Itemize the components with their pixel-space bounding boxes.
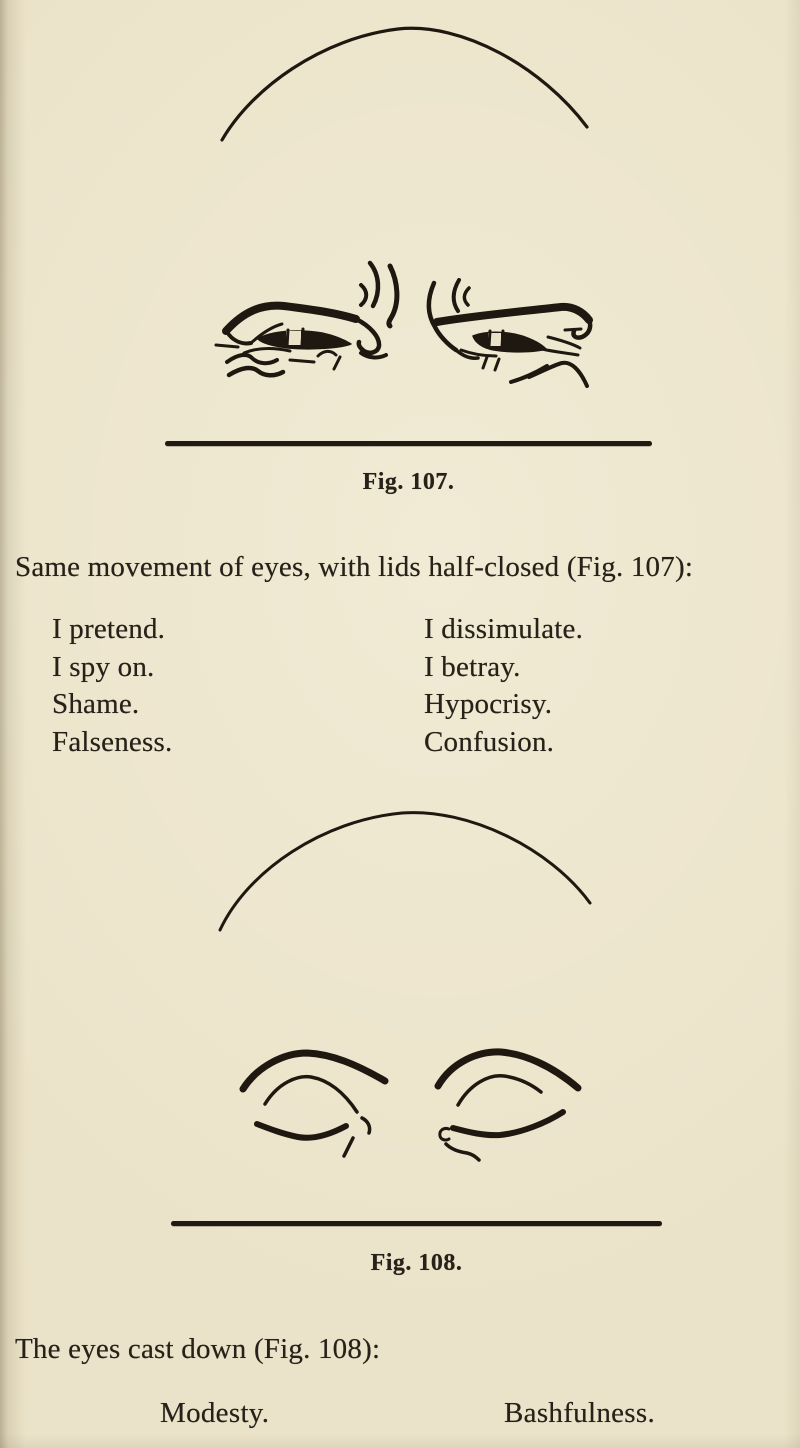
meaning-item: I pretend.: [52, 613, 166, 645]
fig-107-meanings-column-right: [424, 611, 583, 761]
fig-108-head-arc-line: [220, 813, 590, 930]
fig-108-left-eye: [243, 1053, 385, 1156]
fig-107-rule: [165, 441, 652, 446]
fig-107-right-eye: [437, 307, 590, 386]
meaning-item: Shame.: [52, 688, 140, 720]
meaning-item: Confusion.: [424, 725, 555, 758]
meaning-item: Falseness.: [52, 725, 173, 758]
fig-108-rule: [171, 1221, 662, 1226]
fig-108-caption: Fig. 108.: [370, 1250, 463, 1276]
fig-108-right-eye: [438, 1052, 578, 1160]
modesty-label: Modesty.: [160, 1397, 270, 1429]
meaning-item: I betray.: [424, 650, 521, 683]
bashfulness-label: Bashfulness.: [504, 1397, 656, 1429]
fig-107-left-eye: [216, 306, 386, 376]
meaning-item: I dissimulate.: [424, 613, 584, 645]
fig-107-meanings-column-left: [52, 611, 172, 761]
meaning-item: Hypocrisy.: [424, 688, 553, 720]
fig-107-caption: Fig. 107.: [362, 469, 455, 495]
fig-108-intro-text: The eyes cast down (Fig. 108):: [15, 1333, 381, 1365]
fig-107-intro-text: Same movement of eyes, with lids half-closed (Fig. 107):: [15, 551, 694, 583]
fig-107-illustration: [0, 0, 800, 420]
fig-107-head-arc-line: [222, 28, 587, 140]
meaning-item: I spy on.: [52, 650, 155, 683]
fig-108-illustration: [0, 780, 800, 1200]
